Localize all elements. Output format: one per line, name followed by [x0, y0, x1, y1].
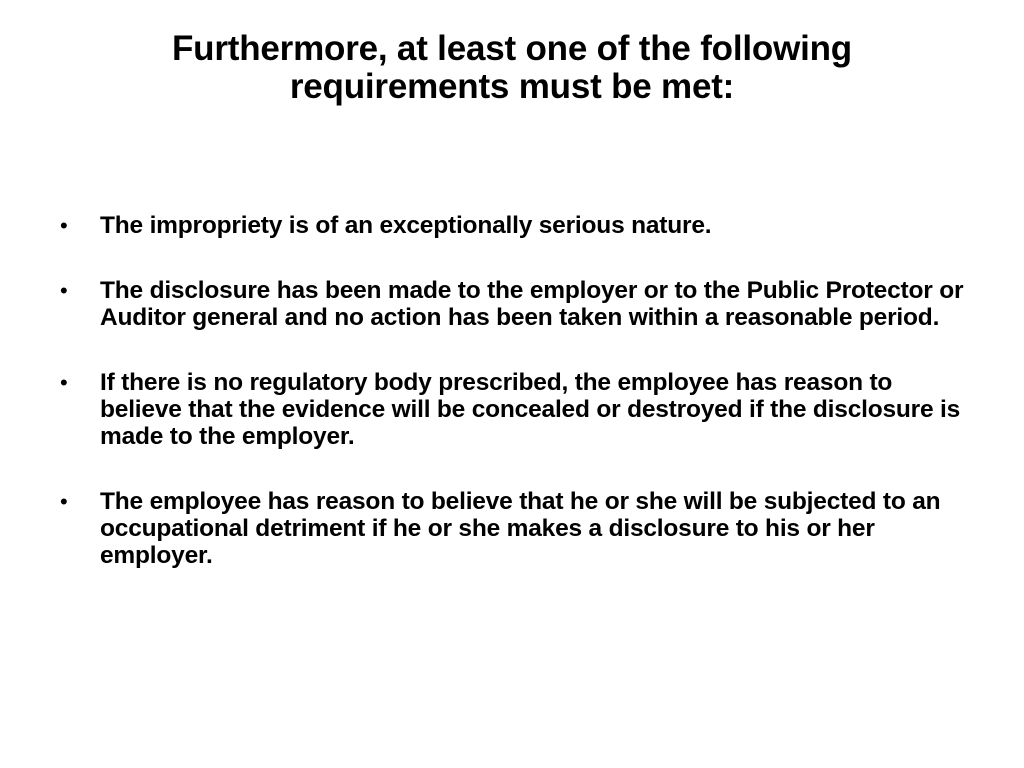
bullet-item: [56, 369, 976, 450]
bullet-text: The impropriety is of an exceptionally serious nature.: [100, 212, 712, 239]
bullet-item: [56, 488, 976, 569]
bullet-icon: •: [60, 278, 68, 303]
bullet-icon: •: [60, 370, 68, 395]
bullet-text: The disclosure has been made to the employer or to the Public Protector or Auditor general and no action has been taken within a reasonable period.: [100, 277, 964, 331]
slide-title: [60, 30, 964, 106]
bullet-item: [56, 212, 976, 239]
bullet-icon: •: [60, 489, 68, 514]
slide-title-line: Furthermore, at least one of the following: [172, 29, 852, 68]
bullet-list: [56, 212, 976, 607]
slide-title-line: requirements must be met:: [289, 67, 735, 106]
bullet-text: If there is no regulatory body prescribed, the employee has reason to believe that the evidence will be concealed or destroyed if the disclosure is made to the employer.: [100, 369, 961, 450]
bullet-item: [56, 277, 976, 331]
bullet-icon: •: [60, 213, 68, 238]
bullet-text: The employee has reason to believe that he or she will be subjected to an occupational detriment if he or she makes a disclosure to his or her employer.: [100, 488, 941, 569]
